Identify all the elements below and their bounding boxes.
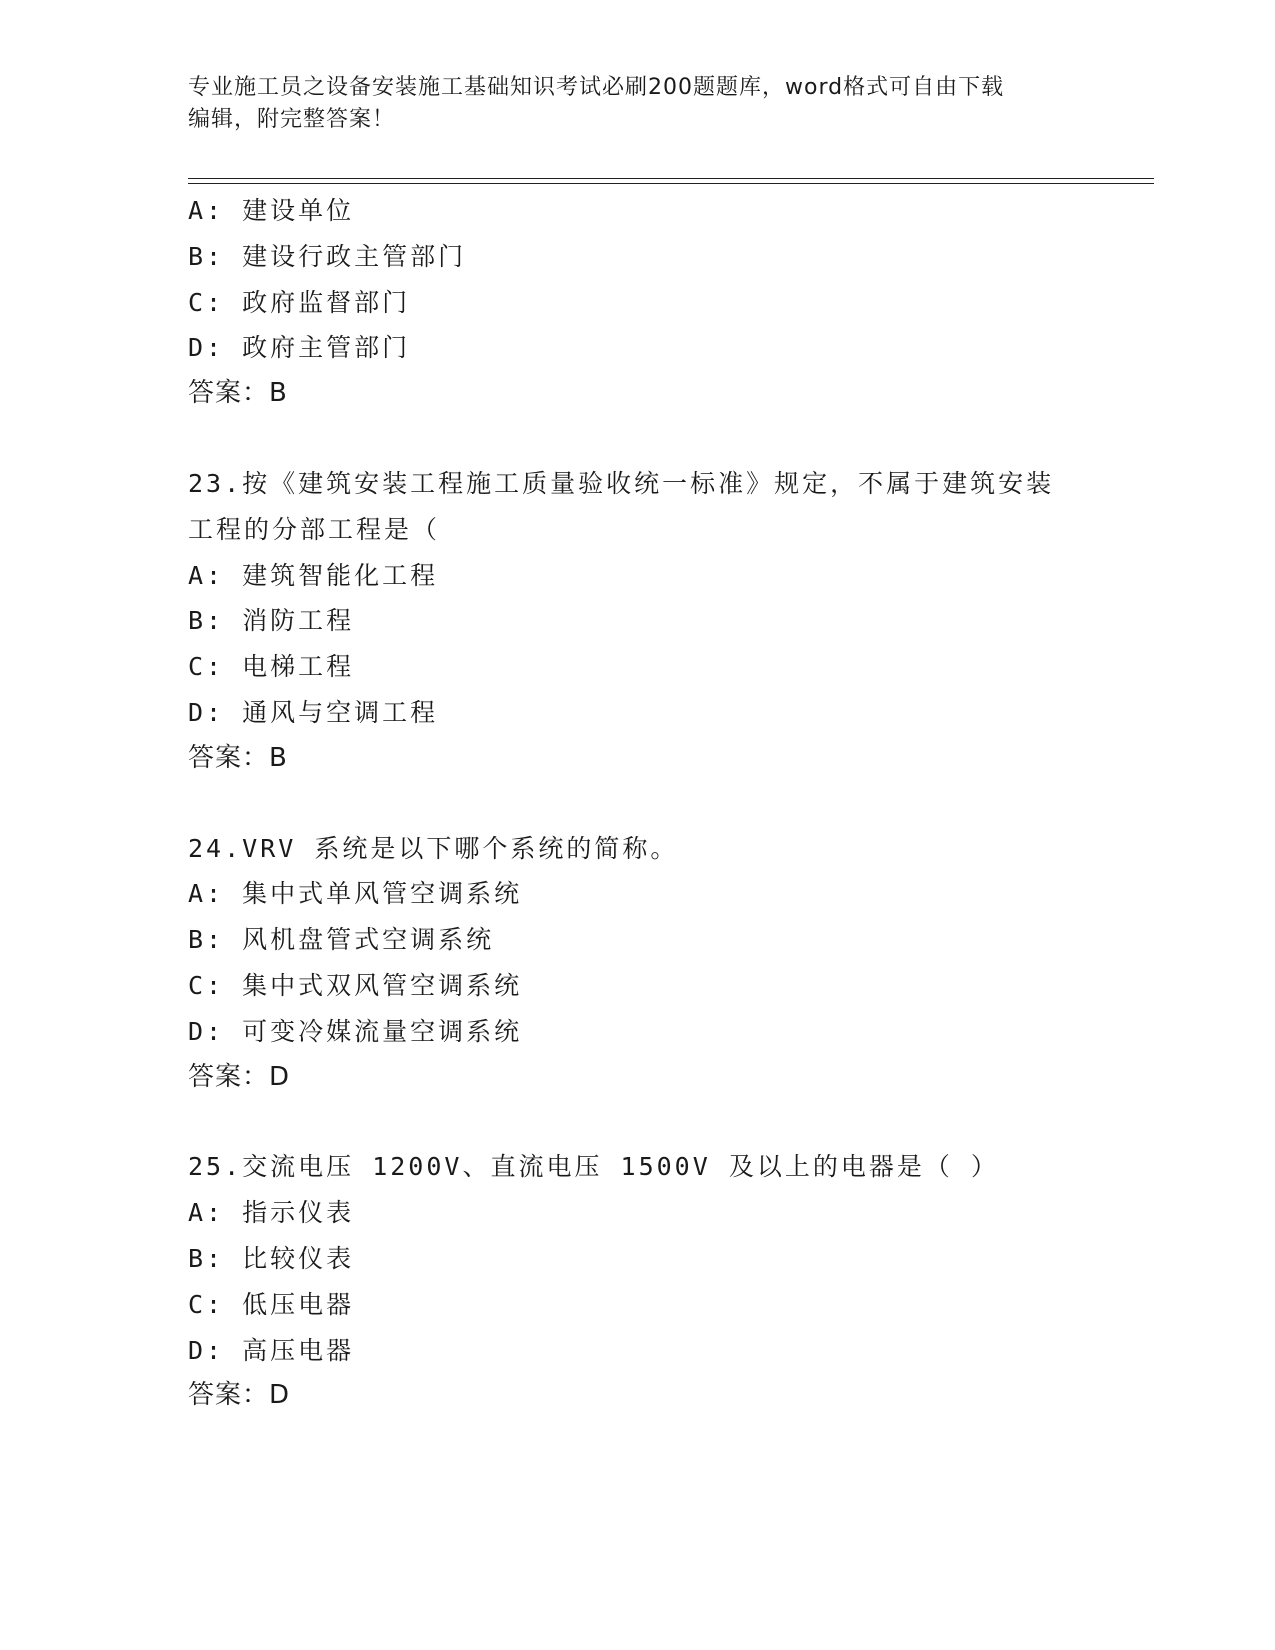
answer-line: 答案：B [188,742,288,773]
option-a: A: 建设单位 [188,196,355,225]
option-b: B: 建设行政主管部门 [188,241,467,271]
question-stem-line-1: 23.按《建筑安装工程施工质量验收统一标准》规定，不属于建筑安装 [188,468,1055,498]
spacer [188,417,1148,461]
header-title-line-1: 专业施工员之设备安装施工基础知识考试必刷200题题库，word格式可自由下载 [188,75,1005,100]
answer-line: 答案：D [188,1380,291,1411]
option-c: C: 政府监督部门 [188,287,411,317]
header-divider-bottom [188,183,1154,184]
option-d: D: 通风与空调工程 [188,697,439,727]
header-title-line-2: 编辑，附完整答案！ [188,107,396,132]
header-divider-top [188,178,1154,179]
option-c: C: 低压电器 [188,1289,355,1319]
spacer [188,782,1148,826]
question-25 [188,1144,1148,1419]
option-d: D: 高压电器 [188,1335,355,1365]
option-b: B: 比较仪表 [188,1243,355,1273]
question-23 [188,461,1148,782]
option-c: C: 集中式双风管空调系统 [188,970,523,1000]
spacer [188,1100,1148,1144]
question-list [188,188,1148,1419]
question-stem-line-1: 24.VRV 系统是以下哪个系统的简称。 [188,833,679,863]
option-d: D: 政府主管部门 [188,333,411,363]
question-stem-line-1: 25.交流电压 1200V、直流电压 1500V 及以上的电器是（ ） [188,1152,999,1182]
option-b: B: 风机盘管式空调系统 [188,925,495,955]
option-c: C: 电梯工程 [188,652,355,682]
answer-line: 答案：B [188,378,288,409]
document-header [188,72,1088,136]
option-d: D: 可变冷媒流量空调系统 [188,1016,523,1046]
question-stem-line-2: 工程的分部工程是（ [188,514,441,544]
option-a: A: 指示仪表 [188,1198,355,1228]
option-a: A: 集中式单风管空调系统 [188,879,523,909]
answer-line: 答案：D [188,1061,291,1092]
question-24 [188,826,1148,1101]
option-b: B: 消防工程 [188,606,355,636]
option-a: A: 建筑智能化工程 [188,560,439,590]
question-22-continued [188,188,1148,417]
